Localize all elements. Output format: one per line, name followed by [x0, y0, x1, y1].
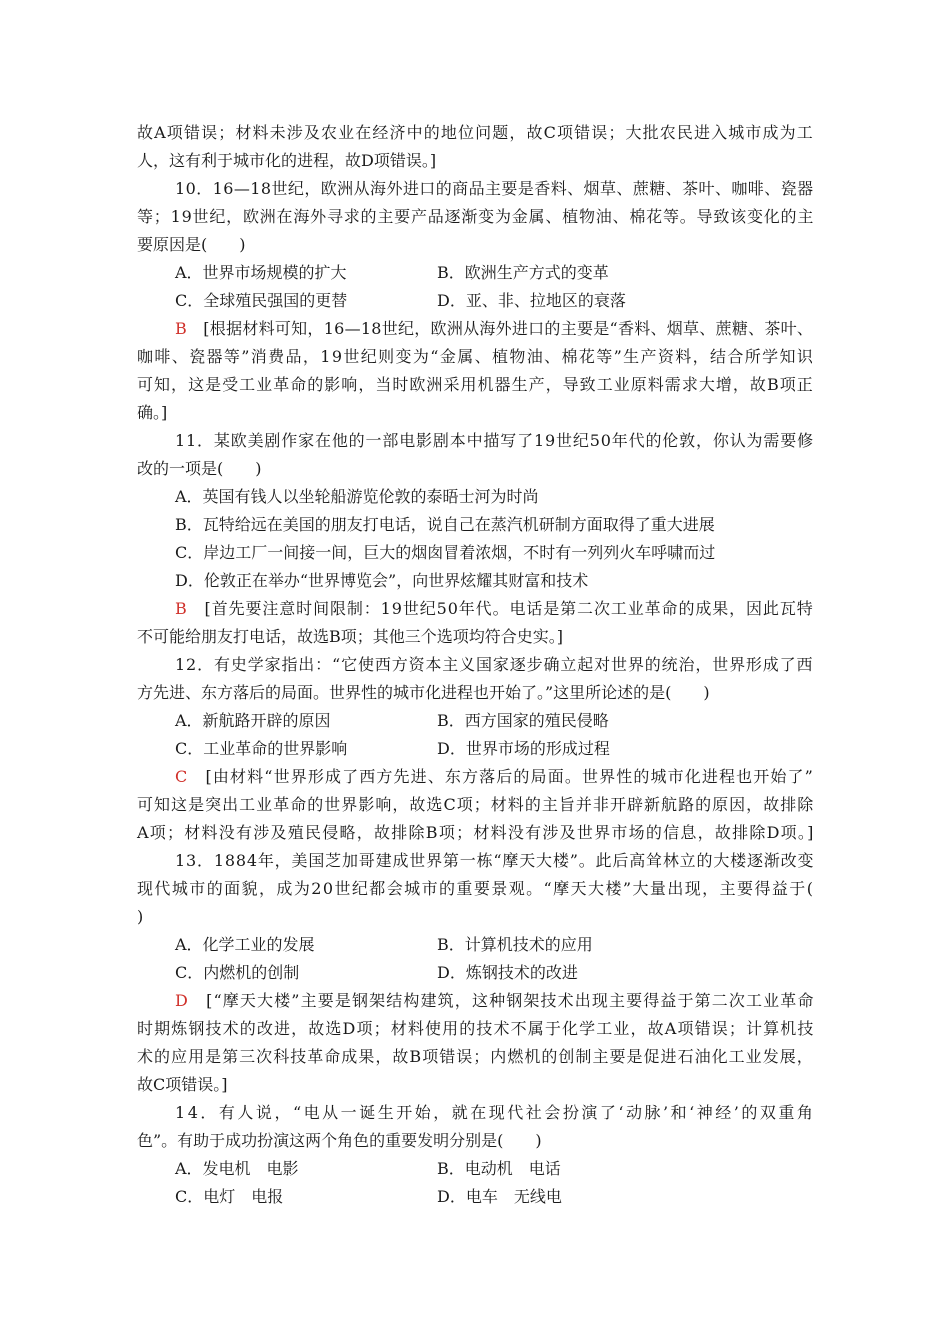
answer-line: [175, 991, 815, 1011]
text-line: [175, 487, 539, 507]
text-line: [137, 683, 710, 703]
text-line: [175, 1187, 283, 1207]
text-line: [175, 1159, 299, 1179]
line-text: 要原因是( ): [137, 235, 246, 254]
line-text: 13．1884年，美国芝加哥建成世界第一栋“摩天大楼”。此后高耸林立的大楼逐渐改变: [175, 851, 815, 870]
line-text: D．世界市场的形成过程: [437, 739, 610, 758]
text-line: [437, 263, 609, 283]
text-line: [137, 375, 814, 395]
line-text: 可知这是突出工业革命的世界影响，故选C项；材料的主旨并非开辟新航路的原因，故排除: [137, 795, 815, 814]
line-text: C．岸边工厂一间接一间，巨大的烟囱冒着浓烟，不时有一列列火车呼啸而过: [175, 543, 716, 562]
line-text: 12．有史学家指出：“它使西方资本主义国家逐步确立起对世界的统治，世界形成了西: [175, 655, 814, 674]
text-line: [137, 403, 167, 423]
text-line: [137, 1131, 542, 1151]
text-line: [175, 851, 814, 871]
line-text: ): [137, 907, 144, 926]
line-text: D．炼钢技术的改进: [437, 963, 578, 982]
line-text: 确。]: [137, 403, 168, 422]
answer-letter: B: [175, 599, 188, 618]
line-text: 11．某欧美剧作家在他的一部电影剧本中描写了19世纪50年代的伦敦，你认为需要修: [175, 431, 814, 450]
text-line: [175, 571, 588, 591]
text-line: [175, 963, 299, 983]
text-line: [437, 1187, 562, 1207]
text-line: [437, 711, 609, 731]
line-text: 不可能给朋友打电话，故选B项；其他三个选项均符合史实。]: [137, 627, 564, 646]
text-line: [137, 795, 814, 815]
answer-line: [175, 599, 814, 619]
text-line: [137, 823, 815, 843]
text-line: [175, 1103, 815, 1123]
line-text: C．全球殖民强国的更替: [175, 291, 348, 310]
text-line: [137, 207, 814, 227]
text-line: [437, 963, 578, 983]
text-line: [175, 711, 331, 731]
line-text: 时期炼钢技术的改进，故选D项；材料使用的技术不属于化学工业，故A项错误；计算机技: [137, 1019, 815, 1038]
text-line: [137, 347, 814, 367]
line-text: A．发电机 电影: [175, 1159, 299, 1178]
line-text: C．工业革命的世界影响: [175, 739, 348, 758]
text-line: [175, 263, 347, 283]
line-text: 咖啡、瓷器等”消费品，19世纪则变为“金属、植物油、棉花等”生产资料，结合所学知识: [137, 347, 815, 366]
text-line: [175, 655, 813, 675]
text-line: [137, 1047, 814, 1067]
answer-letter: C: [175, 767, 189, 786]
line-text: B．计算机技术的应用: [437, 935, 593, 954]
text-line: [175, 179, 814, 199]
text-line: [175, 543, 715, 563]
line-text: C．内燃机的创制: [175, 963, 300, 982]
line-text: 可知，这是受工业革命的影响，当时欧洲采用机器生产，导致工业原料需求大增，故B项正: [137, 375, 814, 394]
text-line: [137, 627, 563, 647]
line-text: [首先要注意时间限制：19世纪50年代。电话是第二次工业革命的成果，因此瓦特: [187, 599, 814, 618]
text-line: [137, 879, 814, 899]
line-text: A．世界市场规模的扩大: [175, 263, 347, 282]
text-line: [137, 1019, 815, 1039]
text-line: [137, 907, 143, 927]
line-text: D．亚、非、拉地区的衰落: [437, 291, 626, 310]
line-text: [由材料“世界形成了西方先进、东方落后的局面。世界性的城市化进程也开始了”: [188, 767, 814, 786]
line-text: 方先进、东方落后的局面。世界性的城市化进程也开始了。”这里所论述的是( ): [137, 683, 710, 702]
answer-letter: D: [175, 991, 189, 1010]
line-text: 术的应用是第三次科技革命成果，故B项错误；内燃机的创制主要是促进石油化工业发展，: [137, 1047, 814, 1066]
line-text: A项；材料没有涉及殖民侵略，故排除B项；材料没有涉及世界市场的信息，故排除D项。]: [137, 823, 815, 842]
text-line: [137, 459, 262, 479]
line-text: 人，这有利于城市化的进程，故D项错误。]: [137, 151, 437, 170]
line-text: 改的一项是( ): [137, 459, 262, 478]
line-text: A．化学工业的发展: [175, 935, 315, 954]
answer-line: [175, 319, 813, 339]
answer-line: [175, 767, 814, 787]
line-text: [“摩天大楼”主要是钢架结构建筑，这种钢架技术出现主要得益于第二次工业革命: [188, 991, 815, 1010]
line-text: B．西方国家的殖民侵略: [437, 711, 609, 730]
line-text: 色”。有助于成功扮演这两个角色的重要发明分别是( ): [137, 1131, 542, 1150]
text-line: [175, 291, 347, 311]
line-text: 14．有人说，“电从一诞生开始，就在现代社会扮演了‘动脉’和‘神经’的双重角: [175, 1103, 816, 1122]
text-line: [175, 739, 347, 759]
text-line: [175, 515, 715, 535]
text-line: [437, 935, 593, 955]
line-text: B．电动机 电话: [437, 1159, 561, 1178]
text-line: [437, 291, 626, 311]
text-line: [137, 123, 814, 143]
line-text: A．英国有钱人以坐轮船游览伦敦的泰晤士河为时尚: [175, 487, 539, 506]
text-line: [137, 151, 436, 171]
line-text: A．新航路开辟的原因: [175, 711, 331, 730]
line-text: 10．16—18世纪，欧洲从海外进口的商品主要是香料、烟草、蔗糖、茶叶、咖啡、瓷器: [175, 179, 814, 198]
line-text: 故C项错误。]: [137, 1075, 228, 1094]
line-text: B．欧洲生产方式的变革: [437, 263, 609, 282]
line-text: 现代城市的面貌，成为20世纪都会城市的重要景观。“摩天大楼”大量出现，主要得益于(: [137, 879, 815, 898]
line-text: 等；19世纪，欧洲在海外寻求的主要产品逐渐变为金属、植物油、棉花等。导致该变化的主: [137, 207, 815, 226]
text-line: [175, 935, 315, 955]
line-text: 故A项错误；材料未涉及农业在经济中的地位问题，故C项错误；大批农民进入城市成为工: [137, 123, 814, 142]
text-line: [437, 1159, 561, 1179]
line-text: D．电车 无线电: [437, 1187, 562, 1206]
text-line: [175, 431, 814, 451]
text-line: [137, 235, 246, 255]
text-line: [437, 739, 610, 759]
text-line: [137, 1075, 228, 1095]
line-text: C．电灯 电报: [175, 1187, 284, 1206]
line-text: B．瓦特给远在美国的朋友打电话，说自己在蒸汽机研制方面取得了重大进展: [175, 515, 715, 534]
answer-letter: B: [175, 319, 188, 338]
line-text: [根据材料可知，16—18世纪，欧洲从海外进口的主要是“香料、烟草、蔗糖、茶叶、: [187, 319, 814, 338]
line-text: D．伦敦正在举办“世界博览会”，向世界炫耀其财富和技术: [175, 571, 589, 590]
